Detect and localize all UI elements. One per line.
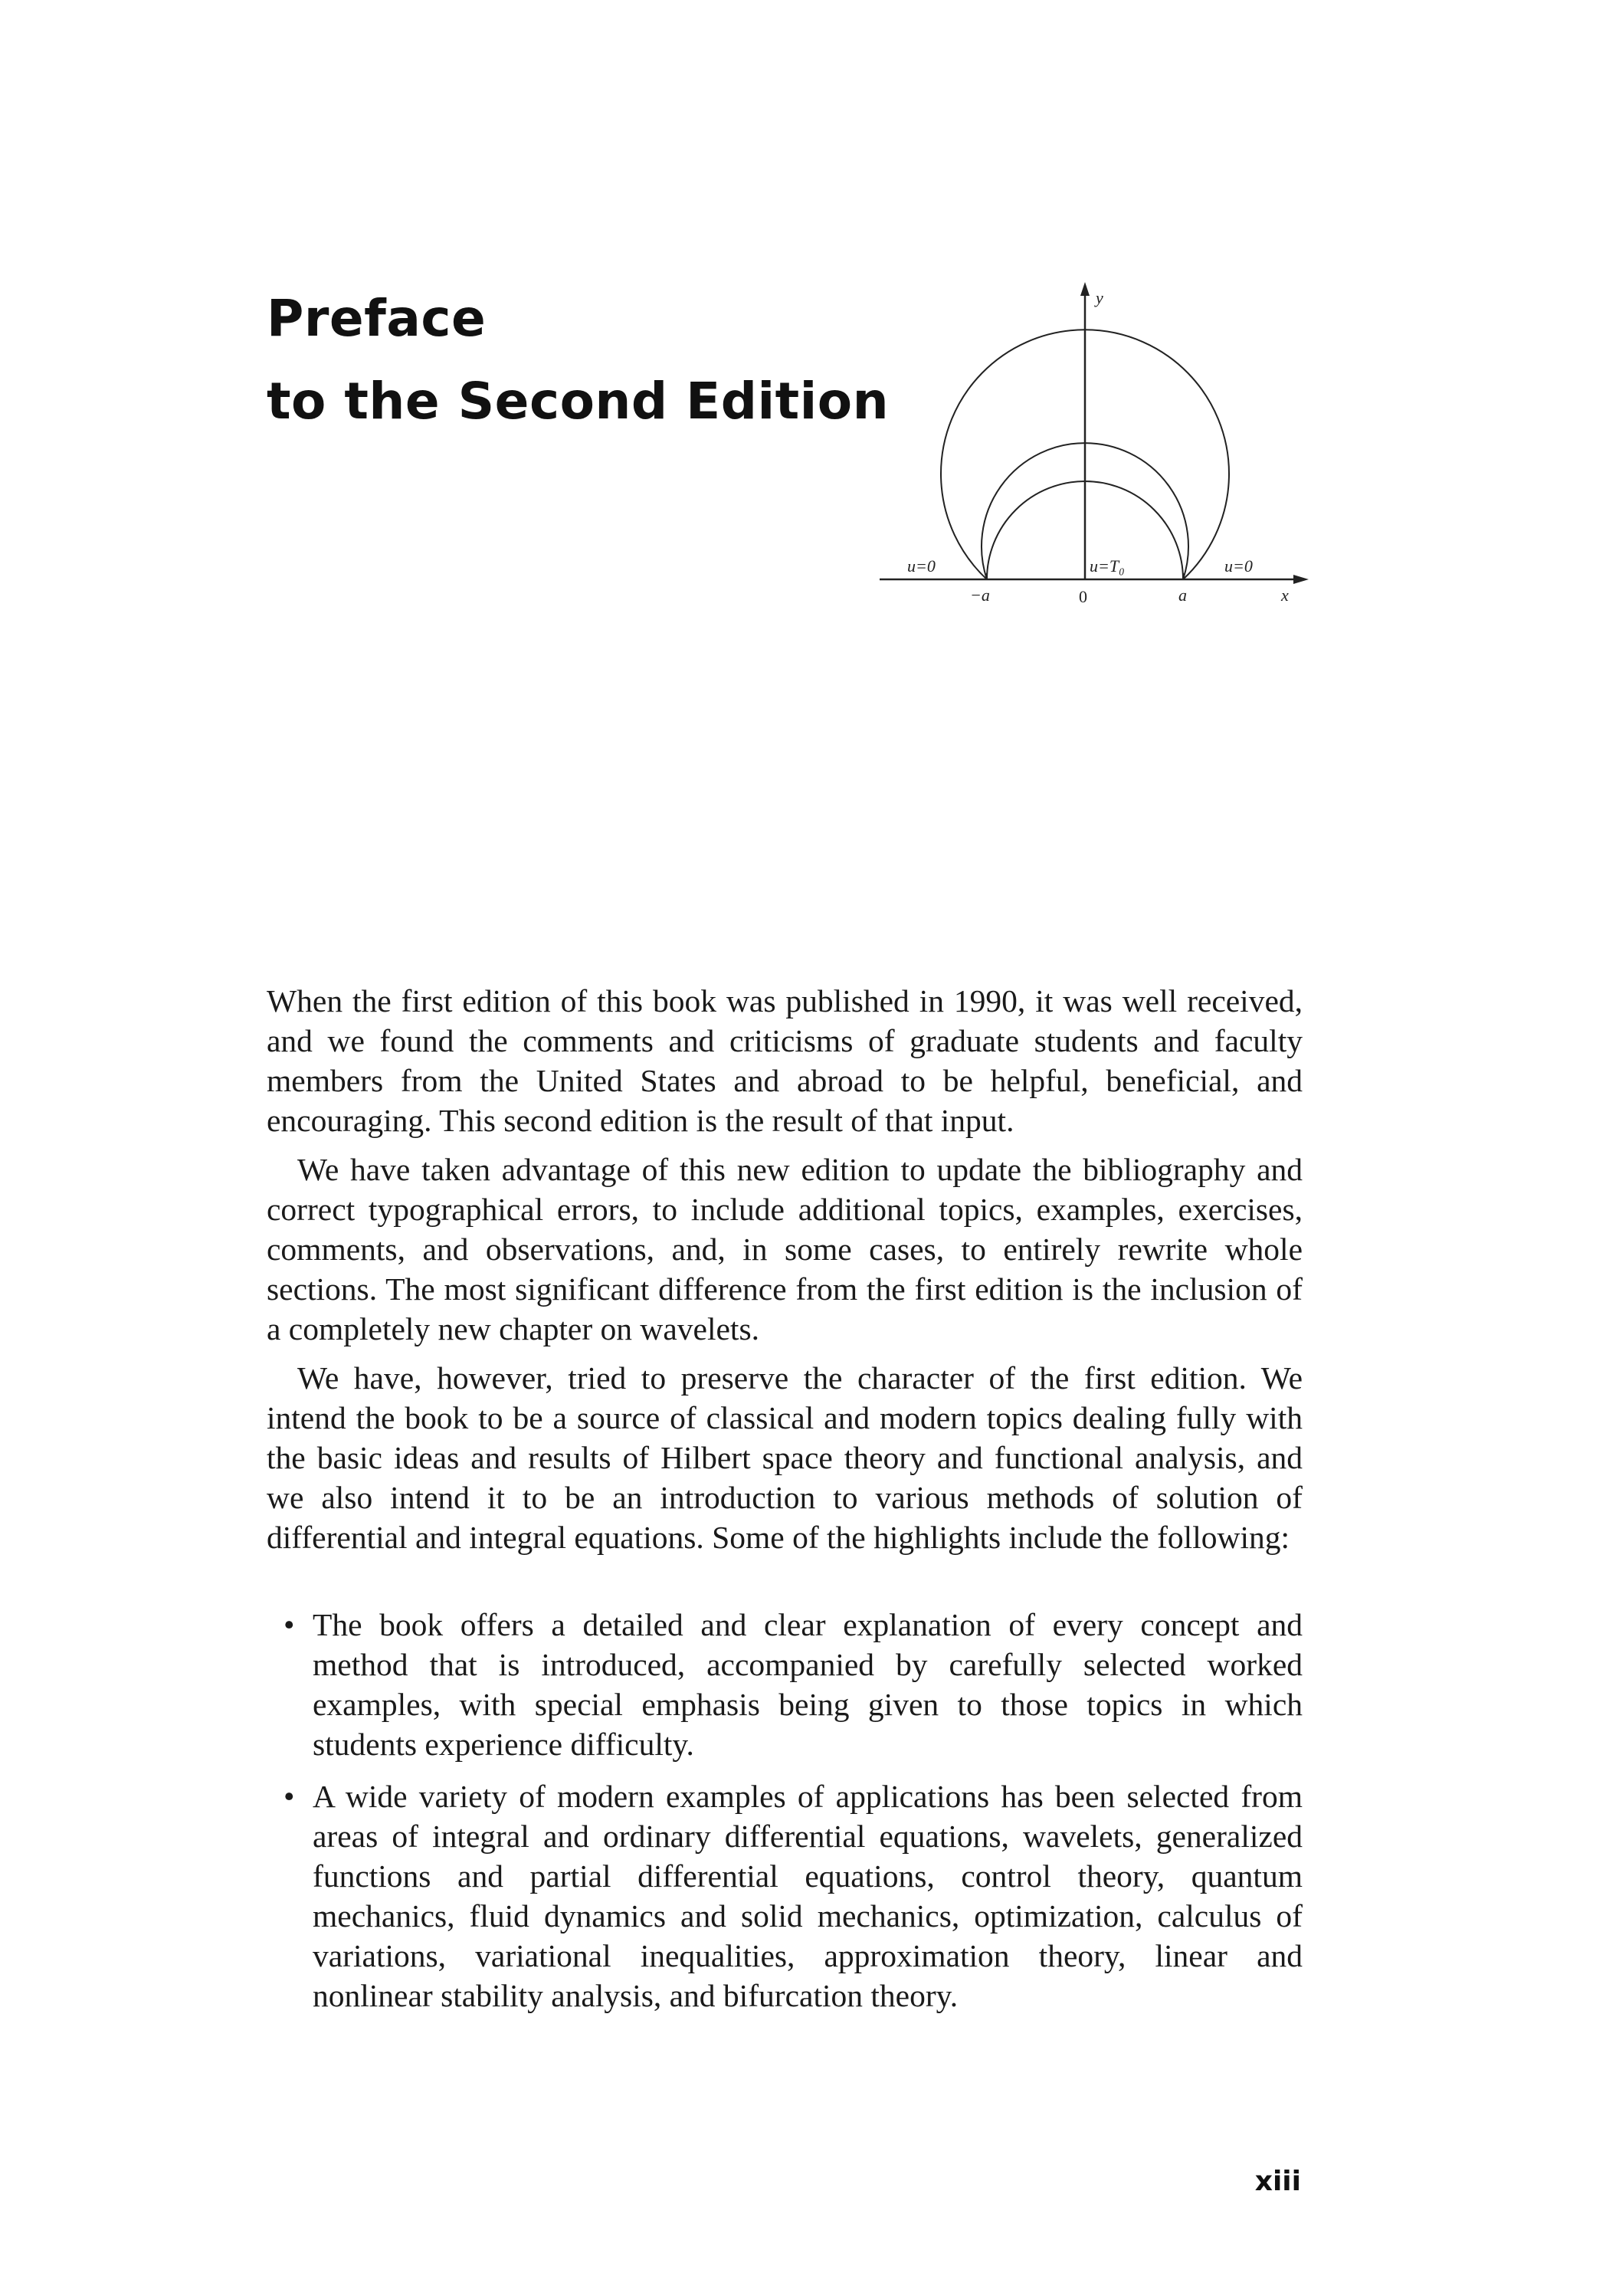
x-axis-arrow xyxy=(1293,575,1309,584)
y-axis-label: y xyxy=(1096,288,1103,307)
boundary-circles-figure xyxy=(872,276,1316,613)
y-axis-arrow xyxy=(1080,282,1090,296)
list-item-text: A wide variety of modern examples of applications has been selected from areas of integral and ordinary differential equations, wavelets, generalized functions and partial differential equations, control theory, quantum mechanics, fluid dynamics and solid mechanics, optimization, calculus of variations, variational inequalities, approximation theory, linear and nonlinear stability analysis, and bifurcation theory. xyxy=(313,1779,1303,2013)
list-item-text: The book offers a detailed and clear explanation of every concept and method that is introduced, accompanied by carefully selected worked examples, with special emphasis being given to those topics in which students experience difficulty. xyxy=(313,1607,1303,1762)
right-boundary-label: u=0 xyxy=(1224,556,1253,576)
x-axis-label: x xyxy=(1281,585,1289,605)
paragraph: When the first edition of this book was published in 1990, it was well received, and we found the comments and criticisms of graduate students and faculty members from the United States and abroad to be helpful, beneficial, and encouraging. This second edition is the result of that input. xyxy=(267,983,1303,1138)
chapter-title xyxy=(267,277,889,443)
page-number: xiii xyxy=(1254,2166,1301,2197)
tick-label-a: a xyxy=(1178,585,1187,605)
list-item xyxy=(267,1776,1303,2016)
center-boundary-label: u=T₀ xyxy=(1090,556,1125,576)
bullet-icon: • xyxy=(284,1607,295,1642)
left-boundary-label: u=0 xyxy=(907,556,936,576)
title-line-2: to the Second Edition xyxy=(267,372,890,431)
paragraph: We have, however, tried to preserve the character of the first edition. We intend the book to be a source of classical and modern topics dealing fully with the basic ideas and results of Hilbert space theory and functional analysis, and we also intend it to be an introduction to various methods of solution of differential and integral equations. Some of the highlights include the following: xyxy=(267,1360,1303,1555)
tick-label-zero: 0 xyxy=(1079,587,1087,606)
figure-svg xyxy=(872,276,1316,613)
title-line-1: Preface xyxy=(267,289,487,348)
tick-label-neg-a: −a xyxy=(970,585,990,605)
preface-body xyxy=(267,981,1303,2028)
highlights-list xyxy=(267,1605,1303,2016)
bullet-icon: • xyxy=(284,1779,295,1814)
list-item xyxy=(267,1605,1303,1764)
paragraph: We have taken advantage of this new edition to update the bibliography and correct typographical errors, to include additional topics, examples, exercises, comments, and observations, and, in some cases, to entirely rewrite whole sections. The most significant difference from the first edition is the inclusion of a completely new chapter on wavelets. xyxy=(267,1152,1303,1346)
